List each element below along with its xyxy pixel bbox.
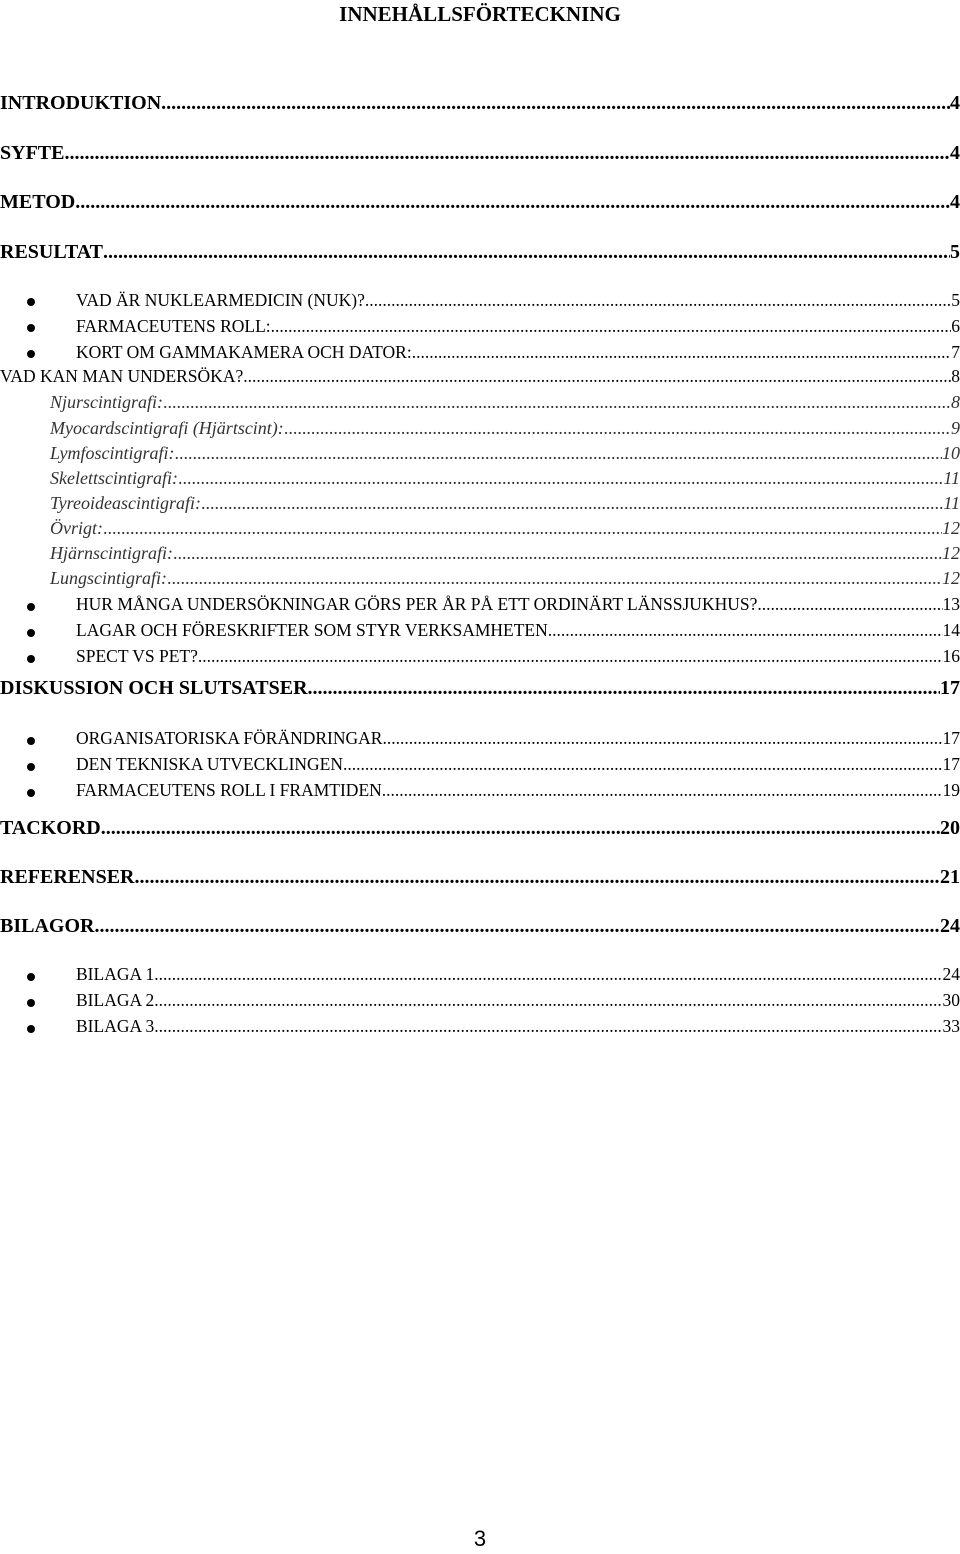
toc-entry-label: ORGANISATORISKA FÖRÄNDRINGAR [76,728,383,748]
toc-entry-vad-kan-man-undersoka[interactable] [0,366,960,390]
toc-entry-label: BILAGOR [0,915,95,937]
toc-entry-page: 9 [951,418,960,438]
toc-entry-page: 14 [942,620,960,640]
toc-entry-page: 16 [942,646,960,666]
toc-entry-page: 8 [951,392,960,412]
toc-entry-page: 19 [942,780,960,800]
toc-entry-label: KORT OM GAMMAKAMERA OCH DATOR: [76,342,412,362]
toc-entry-bilaga-2[interactable] [0,990,960,1014]
toc-entry-label: SYFTE [0,142,65,164]
leader-dots [243,366,951,387]
leader-dots [198,646,943,667]
leader-dots [173,543,942,564]
toc-entry-page: 30 [942,990,960,1010]
toc-entry-page: 12 [942,568,960,588]
toc-entry-page: 12 [942,543,960,563]
toc-entry-diskussion[interactable] [0,677,960,701]
toc-entry-label: METOD [0,191,76,213]
leader-dots [103,241,950,264]
leader-dots [159,990,943,1011]
toc-entry-page: 5 [950,241,960,263]
toc-entry-label: INTRODUKTION [0,92,162,114]
toc-entry-page: 11 [943,493,960,513]
leader-dots [412,342,952,363]
leader-dots [174,443,942,464]
toc-entry-myocardscintigrafi[interactable] [0,418,960,442]
leader-dots [103,518,942,539]
toc-entry-label: VAD ÄR NUKLEARMEDICIN (NUK)? [76,290,365,310]
toc-entry-page: 20 [940,817,960,839]
toc-entry-bilaga-1[interactable] [0,964,960,988]
toc-entry-label: FARMACEUTENS ROLL: [76,316,271,336]
toc-entry-page: 24 [942,964,960,984]
toc-entry-label: TACKORD [0,817,101,839]
toc-entry-label: DEN TEKNISKA UTVECKLINGEN [76,754,344,774]
toc-entry-label: Myocardscintigrafi (Hjärtscint): [50,418,284,438]
toc-entry-page: 24 [940,915,960,937]
toc-entry-hjarnscintigrafi[interactable] [0,543,960,567]
toc-entry-label: REFERENSER [0,866,135,888]
toc-entry-page: 10 [942,443,960,463]
leader-dots [365,290,951,311]
toc-entry-label: VAD KAN MAN UNDERSÖKA? [0,366,244,386]
toc-entry-kort-om-gammakamera[interactable] [0,342,960,366]
leader-dots [178,468,943,489]
page-number: 3 [473,1526,487,1551]
leader-dots [271,316,952,337]
toc-entry-label: HUR MÅNGA UNDERSÖKNINGAR GÖRS PER ÅR PÅ ETT ORDINÄRT LÄNSSJUKHUS? [76,594,758,614]
toc-entry-page: 4 [950,191,960,213]
toc-entry-page: 13 [942,594,960,614]
toc-entry-hur-manga[interactable] [0,594,960,618]
toc-entry-lungscintigrafi[interactable] [0,568,960,592]
toc-entry-label: LAGAR OCH FÖRESKRIFTER SOM STYR VERKSAMHETEN [76,620,548,640]
toc-entry-label: Lymfoscintigrafi: [50,443,175,463]
toc-entry-referenser[interactable] [0,866,960,890]
toc-entry-page: 4 [950,142,960,164]
toc-title: INNEHÅLLSFÖRTECKNING [339,2,621,26]
toc-entry-label: Hjärnscintigrafi: [50,543,174,563]
leader-dots [343,754,942,775]
toc-entry-tyreoideascintigrafi[interactable] [0,493,960,517]
toc-entry-tackord[interactable] [0,817,960,841]
toc-entry-lymfoscintigrafi[interactable] [0,443,960,467]
toc-entry-farmaceutens-roll-framtiden[interactable] [0,780,960,804]
toc-entry-skelettscintigrafi[interactable] [0,468,960,492]
toc-entry-lagar[interactable] [0,620,960,644]
toc-entry-label: Njurscintigrafi: [50,392,164,412]
toc-entry-label: Övrigt: [50,518,103,538]
toc-entry-page: 33 [942,1016,960,1036]
toc-entry-label: BILAGA 3 [76,1016,155,1036]
toc-entry-page: 17 [940,677,960,699]
toc-entry-introduktion[interactable] [0,92,960,116]
toc-entry-label: Skelettscintigrafi: [50,468,178,488]
toc-entry-page: 6 [951,316,960,336]
toc-entry-page: 17 [942,728,960,748]
leader-dots [167,568,942,589]
toc-entry-bilagor[interactable] [0,915,960,939]
leader-dots [757,594,942,615]
leader-dots [64,142,950,165]
leader-dots [134,866,940,889]
toc-entry-page: 21 [940,866,960,888]
toc-entry-organisatoriska[interactable] [0,728,960,752]
toc-entry-page: 5 [951,290,960,310]
toc-entry-page: 17 [942,754,960,774]
leader-dots [163,392,951,413]
toc-entry-page: 8 [951,366,960,386]
leader-dots [154,964,942,985]
toc-entry-resultat[interactable] [0,241,960,265]
leader-dots [161,92,950,115]
toc-entry-label: Lungscintigrafi: [50,568,168,588]
leader-dots [94,915,940,938]
leader-dots [382,728,942,749]
toc-entry-page: 11 [943,468,960,488]
toc-entry-label: Tyreoideascintigrafi: [50,493,201,513]
toc-entry-page: 4 [950,92,960,114]
toc-entry-label: BILAGA 2. [76,990,159,1010]
leader-dots [201,493,943,514]
toc-entry-label: SPECT VS PET? [76,646,198,666]
toc-entry-spect-vs-pet[interactable] [0,646,960,670]
toc-entry-bilaga-3[interactable] [0,1016,960,1040]
leader-dots [75,191,950,214]
leader-dots [101,817,940,840]
toc-entry-ovrigt[interactable] [0,518,960,542]
toc-entry-tekniska[interactable] [0,754,960,778]
leader-dots [284,418,951,439]
toc-entry-vad-ar-nuk[interactable] [0,290,960,314]
leader-dots [154,1016,942,1037]
leader-dots [548,620,943,641]
toc-entry-label: FARMACEUTENS ROLL I FRAMTIDEN [76,780,382,800]
toc-entry-page: 12 [942,518,960,538]
toc-entry-farmaceutens-roll[interactable] [0,316,960,340]
toc-entry-page: 7 [951,342,960,362]
leader-dots [382,780,943,801]
leader-dots [308,677,940,700]
toc-entry-label: RESULTAT [0,241,104,263]
toc-entry-syfte[interactable] [0,142,960,166]
toc-entry-njurscintigrafi[interactable] [0,392,960,416]
toc-entry-label: BILAGA 1 [76,964,155,984]
toc-entry-metod[interactable] [0,191,960,215]
toc-entry-label: DISKUSSION OCH SLUTSATSER [0,677,308,699]
